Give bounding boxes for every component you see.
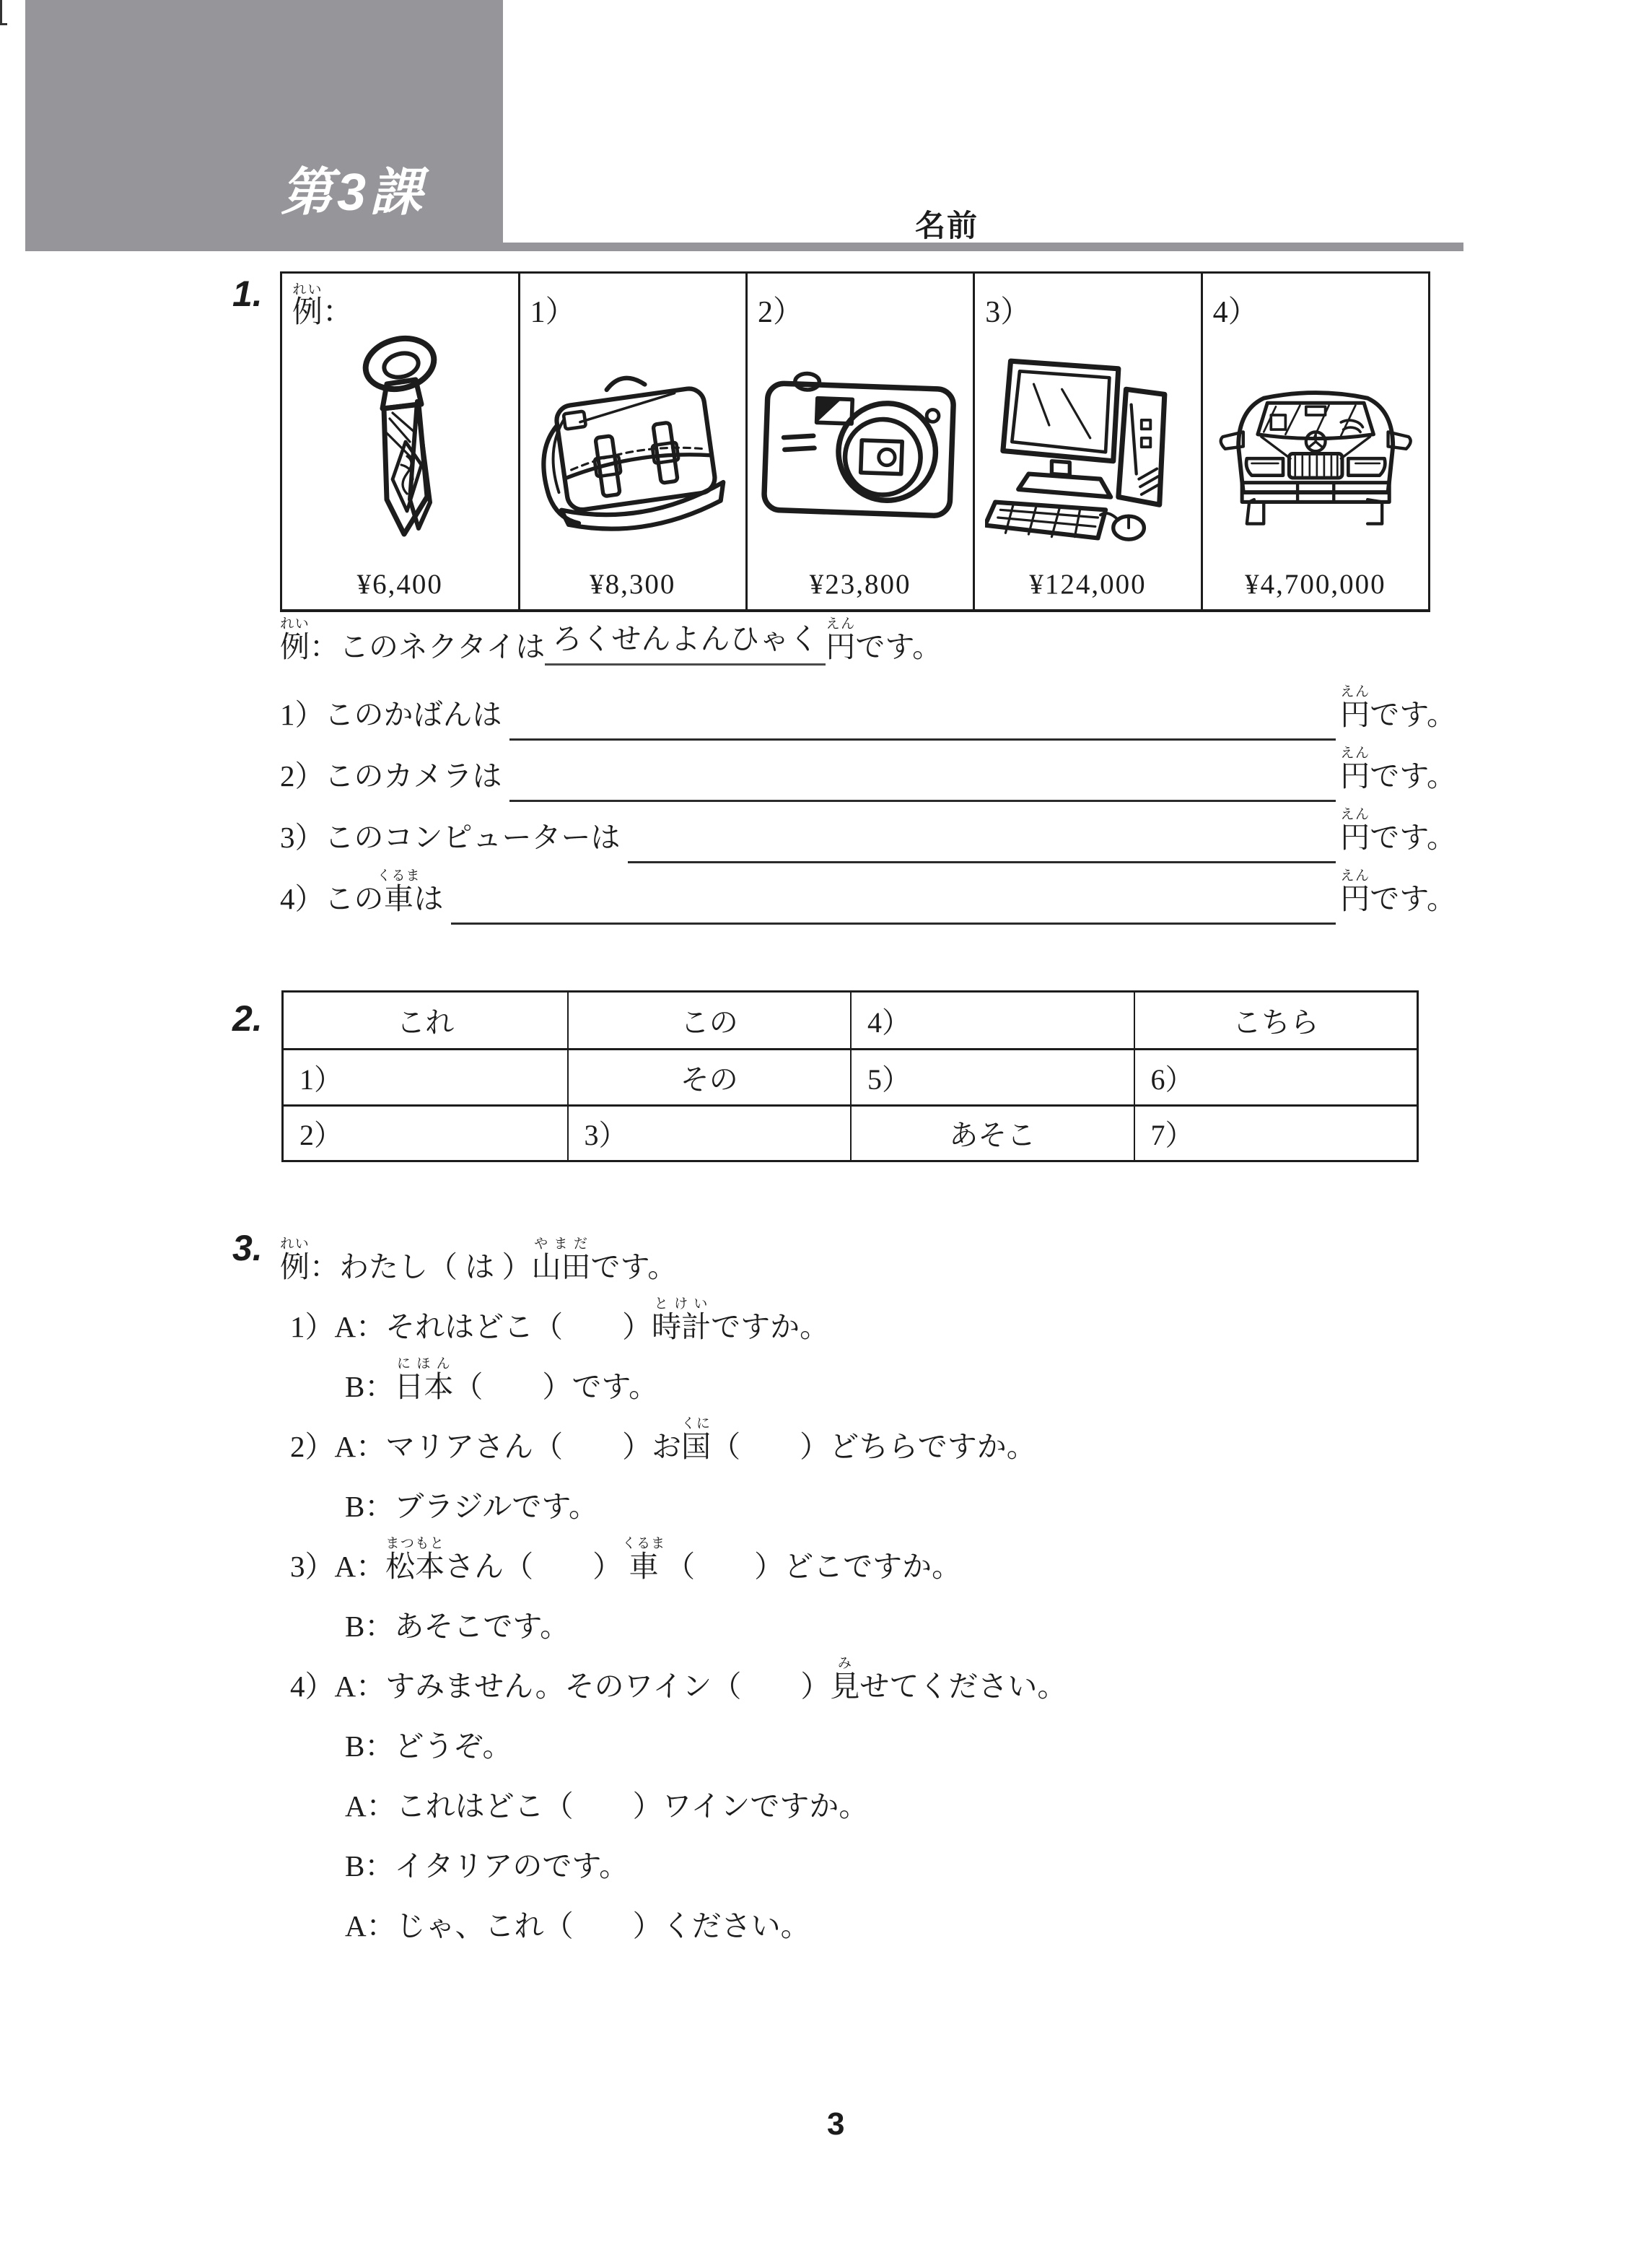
dialogue-line: A：じゃ、これ（ ）ください。 (345, 1909, 810, 1942)
table2-answer-cell[interactable]: 4） (850, 993, 1134, 1048)
registration-mark (0, 0, 2, 25)
cell-label: 例れい ： (292, 282, 354, 329)
bag-illustration (530, 331, 735, 565)
name-label: 名前 (915, 209, 979, 243)
dialogue-line: B：ブラジルです。 (345, 1490, 599, 1523)
price-label: ¥6,400 (356, 569, 443, 600)
dialogue-line: B：イタリアのです。 (345, 1849, 629, 1883)
dialogue-line: 2）A：マリアさん（ ）お 国くに （ ）どちらですか。 (290, 1416, 1036, 1463)
price-label: ¥23,800 (809, 569, 911, 600)
dialogue-line: A：これはどこ（ ）ワインですか。 (345, 1789, 869, 1823)
camera-illustration (758, 331, 963, 565)
header-rule-bar (25, 243, 1463, 251)
registration-mark (0, 23, 7, 25)
table2-answer-cell[interactable]: 2） (284, 1104, 567, 1160)
table2-answer-cell[interactable]: 3） (567, 1104, 851, 1160)
fill-line-lead: 4）この車くるまは (280, 868, 444, 915)
yen-suffix: 円えんです。 (1340, 807, 1456, 854)
dialogue-example-line: 例れい ：わたし（ は ） 山田やまだ です。 (280, 1237, 678, 1283)
answer-blank[interactable] (451, 915, 1336, 925)
dialogue-line: 1）A：それはどこ（ ） 時計とけい ですか。 (290, 1296, 830, 1343)
table2-answer-cell[interactable]: 1） (284, 1048, 567, 1104)
fill-line-4 (280, 860, 1456, 917)
dialogue-line: 4）A：すみません。そのワイン（ ） 見み せてください。 (290, 1656, 1067, 1703)
price-table-cell-4 (1201, 274, 1428, 609)
fill-line-2 (280, 737, 1456, 795)
price-label: ¥4,700,000 (1245, 569, 1386, 600)
price-table-cell-2 (745, 274, 973, 609)
table2-cell: こちら (1134, 993, 1417, 1048)
table2-cell: その (567, 1048, 851, 1104)
yen-suffix: 円えんです。 (1340, 746, 1456, 793)
section1-number: 1. (232, 274, 263, 314)
fill-line-3 (280, 798, 1456, 856)
page-number: 3 (827, 2106, 845, 2142)
price-label: ¥124,000 (1029, 569, 1147, 600)
lesson-title: 第3課 (280, 164, 426, 222)
fill-line-lead: 1）このかばんは (280, 698, 502, 731)
price-label: ¥8,300 (590, 569, 676, 600)
dialogue-line: 3）A： 松本まつもと さん（ ） 車くるま （ ）どこですか。 (290, 1536, 962, 1583)
demonstratives-table (281, 990, 1419, 1162)
yen-suffix: 円えんです。 (1340, 684, 1456, 731)
yen-suffix: 円えんです。 (1340, 868, 1456, 915)
section2-number: 2. (232, 998, 263, 1039)
table2-answer-cell[interactable]: 7） (1134, 1104, 1417, 1160)
section1-example-sentence: 例れい ：このネクタイは ろくせんよんひゃく 円えん です。 (280, 618, 942, 666)
necktie-illustration (292, 331, 508, 565)
dialogue-line: B： 日本にほん （ ）です。 (345, 1356, 659, 1403)
computer-illustration (985, 331, 1190, 565)
fill-line-lead: 3）このコンピューターは (280, 821, 621, 854)
cell-label: 4） (1212, 296, 1259, 329)
price-table-cell-3 (973, 274, 1200, 609)
table2-answer-cell[interactable]: 5） (850, 1048, 1134, 1104)
lesson-header-block (25, 0, 503, 251)
cell-label: 3） (985, 296, 1031, 329)
car-illustration (1213, 331, 1418, 565)
price-table-cell-1 (518, 274, 745, 609)
price-table (280, 271, 1430, 612)
cell-label: 1） (530, 296, 576, 329)
table2-cell: あそこ (850, 1104, 1134, 1160)
fill-line-lead: 2）このカメラは (280, 759, 502, 793)
cell-label: 2） (757, 296, 803, 329)
section3-number: 3. (232, 1228, 263, 1268)
dialogue-line: B：どうぞ。 (345, 1730, 512, 1763)
fill-line-1 (280, 676, 1456, 733)
table2-cell: この (567, 993, 851, 1048)
price-table-cell-example (282, 274, 518, 609)
table2-cell: これ (396, 1006, 455, 1039)
table2-answer-cell[interactable]: 6） (1134, 1048, 1417, 1104)
dialogue-line: B：あそこです。 (345, 1610, 570, 1643)
